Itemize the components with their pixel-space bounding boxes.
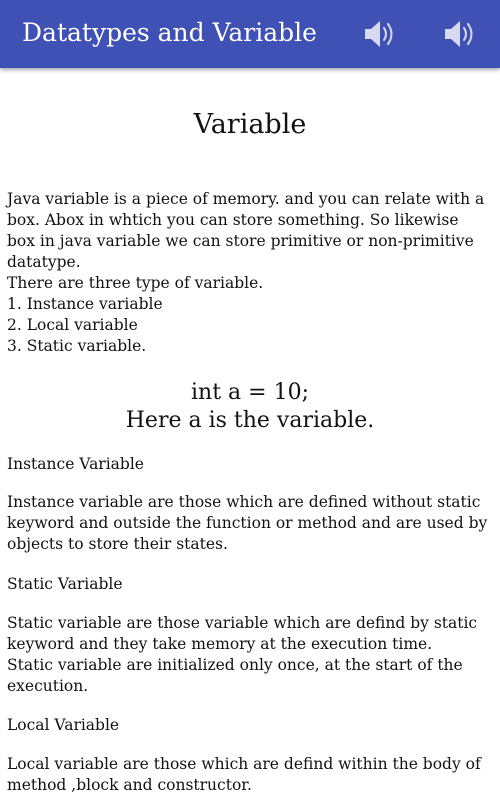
list-item: 2. Local variable — [7, 316, 138, 334]
code-line: int a = 10; — [191, 380, 309, 405]
code-example — [0, 379, 500, 435]
section-title-instance: Instance Variable — [7, 455, 144, 473]
text-line: execution. — [7, 677, 89, 695]
section-body-instance — [7, 492, 493, 555]
list-item: 1. Instance variable — [7, 295, 163, 313]
text-line: keyword and they take memory at the execution time. — [7, 635, 433, 653]
list-item: 3. Static variable. — [7, 337, 147, 355]
text-line: Java variable is a piece of memory. and you can relate with a — [7, 190, 485, 208]
article-content[interactable] — [0, 68, 500, 800]
page-heading: Variable — [193, 109, 307, 140]
text-line: There are three type of variable. — [7, 274, 264, 292]
intro-paragraph — [7, 189, 493, 357]
section-body-local — [7, 754, 493, 796]
text-line: box in java variable we can store primitive or non-primitive — [7, 232, 474, 250]
section-body-static — [7, 613, 493, 697]
text-line: datatype. — [7, 253, 81, 271]
speaker-icon — [359, 14, 399, 54]
code-caption: Here a is the variable. — [125, 408, 375, 433]
text-line: objects to store their states. — [7, 535, 228, 553]
text-line: Instance variable are those which are defined without static — [7, 493, 481, 511]
text-line: Local variable are those which are defind within the body of — [7, 755, 481, 773]
speak-button[interactable] — [356, 12, 402, 56]
text-line: keyword and outside the function or method and are used by — [7, 514, 488, 532]
section-title-local: Local Variable — [7, 716, 120, 734]
text-line: Static variable are initialized only once, at the start of the — [7, 656, 463, 674]
text-line: box. Abox in whtich you can store something. So likewise — [7, 211, 459, 229]
app-bar — [0, 0, 500, 68]
speak-button-2[interactable] — [436, 12, 482, 56]
speaker-icon — [439, 14, 479, 54]
text-line: Static variable are those variable which are defind by static — [7, 614, 478, 632]
section-title-static: Static Variable — [7, 575, 123, 593]
text-line: method ,block and constructor. — [7, 776, 252, 794]
app-title: Datatypes and Variable — [22, 18, 317, 47]
